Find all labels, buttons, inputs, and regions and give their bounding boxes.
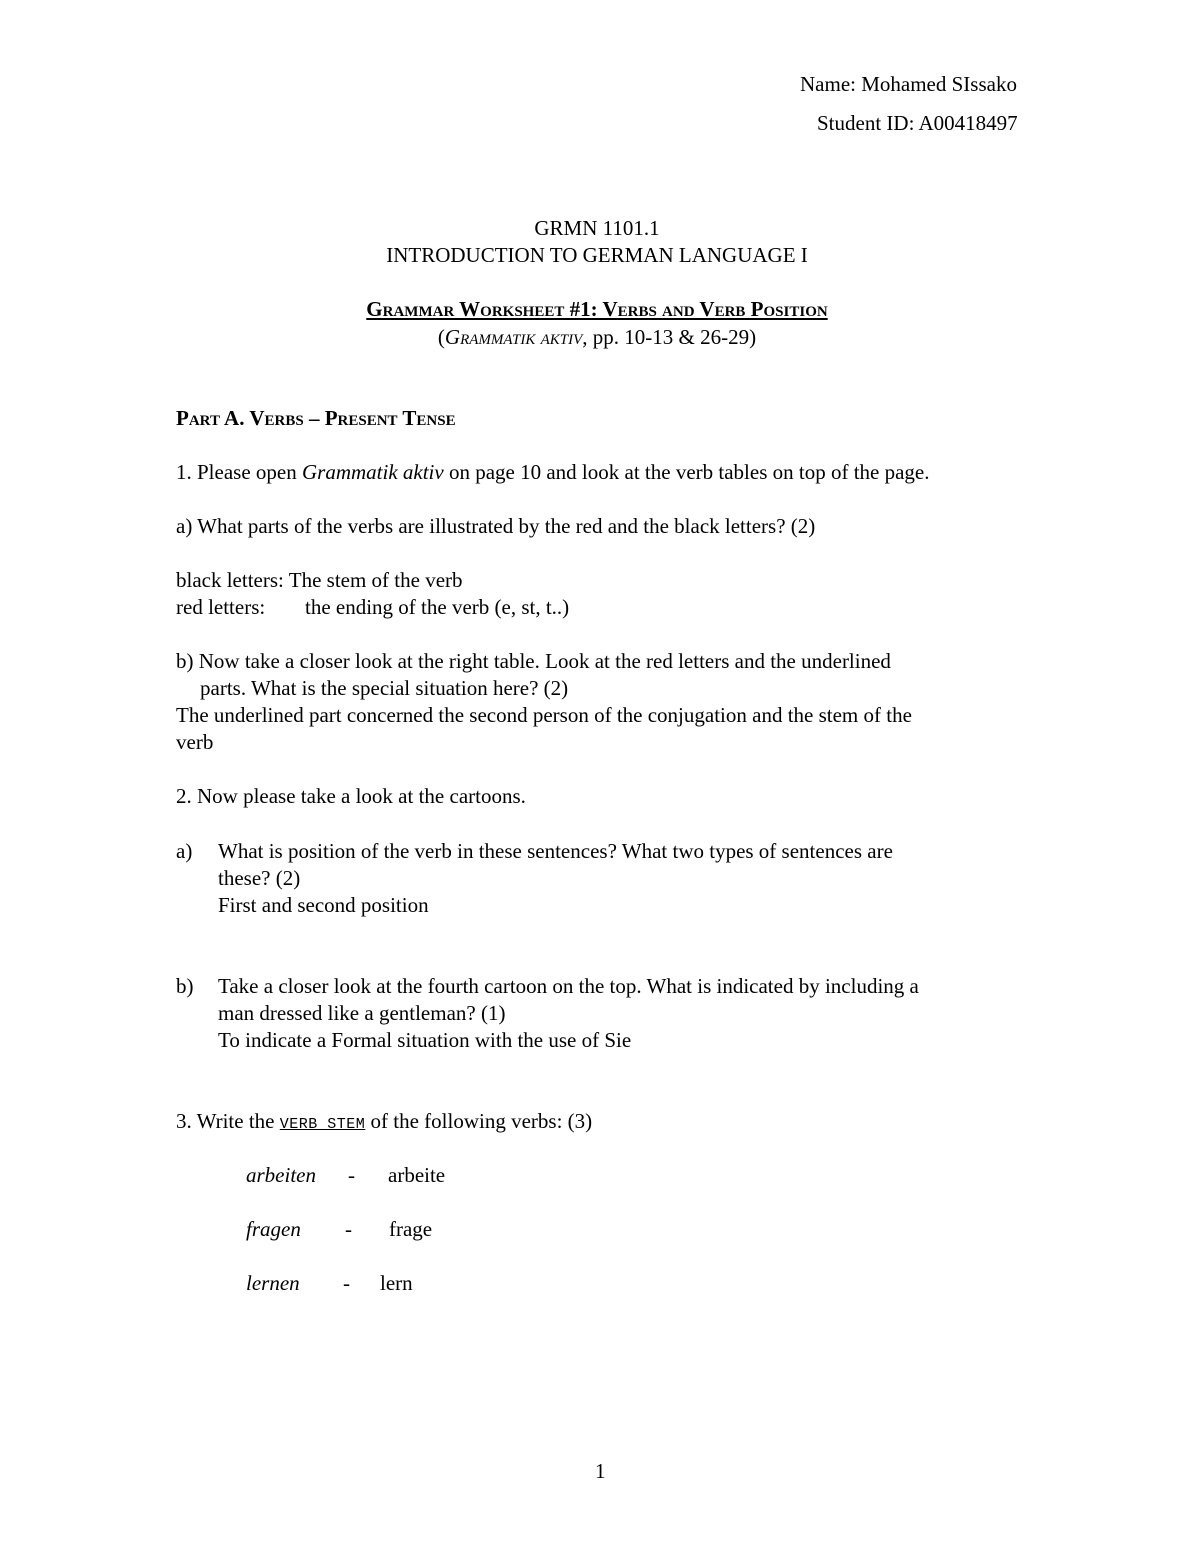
q1b-answer-line2: verb bbox=[176, 730, 214, 754]
black-letters-label: black letters: bbox=[176, 568, 284, 592]
q2a-question-line1: What is position of the verb in these sentences? What two types of sentences are bbox=[218, 839, 893, 863]
q1a-answer-black bbox=[176, 570, 463, 591]
q2-question: 2. Now please take a look at the cartoons. bbox=[176, 784, 526, 808]
student-name: Name: Mohamed SIssako bbox=[800, 72, 1017, 96]
q2b-question-line2: man dressed like a gentleman? (1) bbox=[218, 1001, 506, 1025]
q2b-question-line1: Take a closer look at the fourth cartoon on the top. What is indicated by including a bbox=[218, 974, 919, 998]
q3-emphasis: VERB STEM bbox=[279, 1116, 366, 1133]
q1-prefix: 1. Please open bbox=[176, 460, 302, 484]
q1b-question-line2: parts. What is the special situation here? (2) bbox=[200, 676, 569, 700]
q3-question bbox=[176, 1111, 592, 1132]
part-a-heading: Part A. Verbs – Present Tense bbox=[176, 406, 456, 430]
worksheet-subtitle bbox=[0, 327, 1194, 348]
red-letters-label: red letters: bbox=[176, 595, 266, 619]
verb-arbeiten: arbeiten bbox=[246, 1163, 316, 1187]
subtitle-open: ( bbox=[437, 325, 445, 349]
verb-lernen: lernen bbox=[246, 1271, 300, 1295]
verb-dash: - bbox=[348, 1163, 355, 1187]
q1b-question-line1: b) Now take a closer look at the right table. Look at the red letters and the underlined bbox=[176, 649, 891, 673]
q2b-label: b) bbox=[176, 974, 194, 998]
q1a-question: a) What parts of the verbs are illustrated by the red and the black letters? (2) bbox=[176, 514, 816, 538]
stem-arbeite: arbeite bbox=[388, 1163, 446, 1187]
verb-dash: - bbox=[345, 1217, 352, 1241]
stem-frage: frage bbox=[389, 1217, 433, 1241]
q3-suffix: of the following verbs: (3) bbox=[365, 1109, 593, 1133]
stem-lern: lern bbox=[380, 1271, 413, 1295]
subtitle-rest: , pp. 10-13 & 26-29) bbox=[582, 325, 757, 349]
subtitle-book: Grammatik aktiv bbox=[444, 325, 583, 349]
q3-prefix: 3. Write the bbox=[176, 1109, 280, 1133]
q1-book: Grammatik aktiv bbox=[301, 460, 444, 484]
q1-text bbox=[176, 462, 930, 483]
worksheet-title: Grammar Worksheet #1: Verbs and Verb Position bbox=[366, 297, 828, 321]
student-id: Student ID: A00418497 bbox=[817, 111, 1018, 135]
red-letters-answer: the ending of the verb (e, st, t..) bbox=[305, 595, 570, 619]
verb-dash: - bbox=[343, 1271, 350, 1295]
page-number: 1 bbox=[595, 1459, 606, 1483]
q2a-label: a) bbox=[176, 839, 193, 863]
q1-suffix: on page 10 and look at the verb tables on top of the page. bbox=[443, 460, 930, 484]
q2a-answer: First and second position bbox=[218, 893, 429, 917]
q2a-question-line2: these? (2) bbox=[218, 866, 301, 890]
course-code: GRMN 1101.1 bbox=[534, 216, 660, 240]
verb-fragen: fragen bbox=[246, 1217, 301, 1241]
black-letters-answer: The stem of the verb bbox=[288, 568, 463, 592]
course-title: INTRODUCTION TO GERMAN LANGUAGE I bbox=[386, 243, 808, 267]
q1b-answer-line1: The underlined part concerned the second person of the conjugation and the stem of the bbox=[176, 703, 912, 727]
q2b-answer: To indicate a Formal situation with the use of Sie bbox=[218, 1028, 632, 1052]
